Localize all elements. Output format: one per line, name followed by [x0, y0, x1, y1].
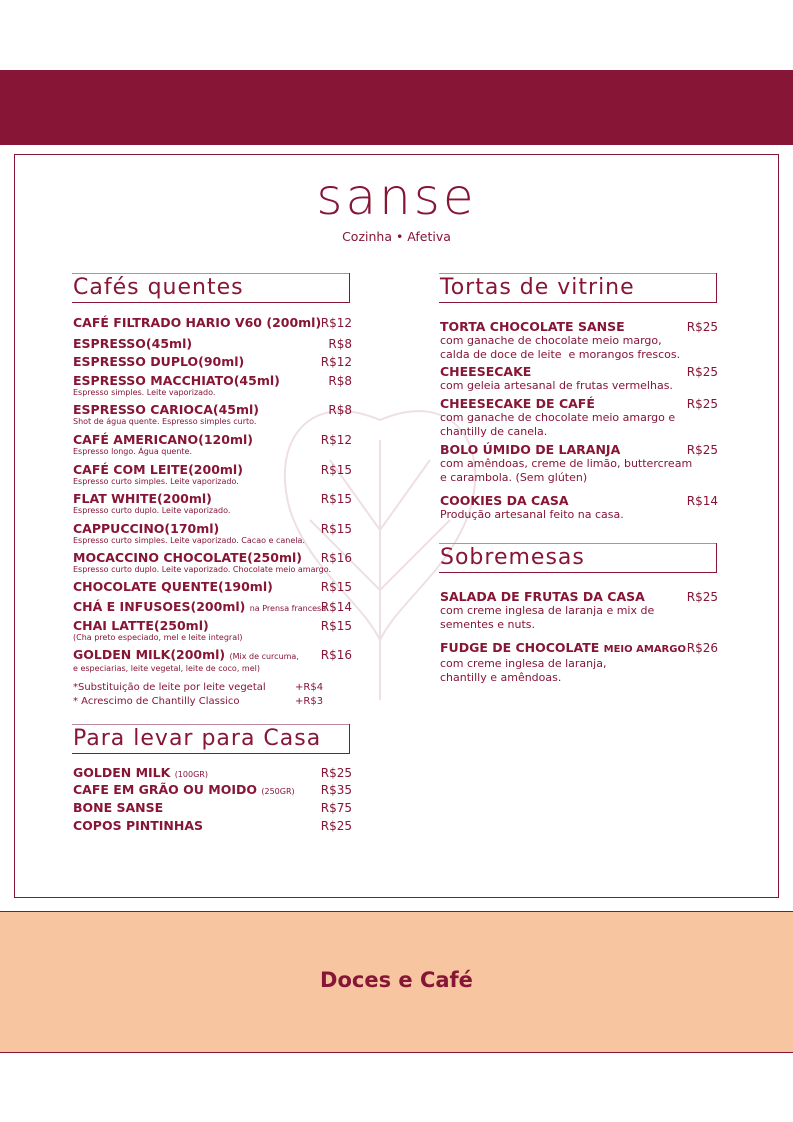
menu-item — [440, 397, 718, 439]
item-name — [73, 522, 352, 536]
item-name-text: FLAT WHITE(200ml) — [73, 491, 212, 506]
item-price: R$75 — [320, 801, 352, 815]
item-price: R$35 — [320, 783, 352, 797]
item-price: R$25 — [686, 443, 718, 457]
item-description: com ganache de chocolate meio margo, calda de doce de leite e morangos frescos. — [440, 334, 681, 361]
item-price: R$15 — [320, 580, 352, 594]
item-name-text: COOKIES DA CASA — [440, 493, 569, 508]
item-name-text: CAFÉ FILTRADO HARIO V60 (200ml) — [73, 315, 322, 330]
item-name-text: BOLO ÚMIDO DE LARANJA — [440, 442, 621, 457]
menu-item — [73, 463, 352, 487]
item-name — [73, 580, 352, 594]
item-description: Espresso simples. Leite vaporizado. — [73, 388, 216, 397]
brand-tagline: Cozinha • Afetiva — [342, 229, 451, 244]
item-name — [440, 443, 718, 457]
section-title-tortas: Tortas de vitrine — [439, 273, 717, 303]
menu-item — [440, 494, 718, 522]
item-name-text: CHOCOLATE QUENTE(190ml) — [73, 579, 273, 594]
item-price: R$15 — [320, 463, 352, 477]
item-name-text: GOLDEN MILK(200ml) — [73, 647, 226, 662]
item-name — [73, 374, 352, 388]
section-title-sobremesas: Sobremesas — [439, 543, 717, 573]
item-price: R$14 — [320, 600, 352, 614]
item-name-text: MOCACCINO CHOCOLATE(250ml) — [73, 550, 302, 565]
footer-title: Doces e Café — [320, 968, 473, 992]
item-name-text: CHÁ E INFUSOES(200ml) — [73, 599, 246, 614]
item-price: R$12 — [320, 433, 352, 447]
item-name — [73, 801, 352, 815]
menu-item — [440, 443, 718, 485]
item-description: Espresso longo. Água quente. — [73, 447, 193, 456]
item-name — [73, 355, 352, 369]
top-banner — [0, 70, 793, 145]
item-name-text: FUDGE DE CHOCOLATE — [440, 640, 600, 655]
item-name — [73, 766, 352, 782]
item-price: R$15 — [320, 522, 352, 536]
item-description: (Cha preto especiado, mel e leite integral) — [73, 633, 243, 642]
item-name-text: CHEESECAKE — [440, 364, 532, 379]
item-name-text: CAFÉ AMERICANO(120ml) — [73, 432, 253, 447]
menu-item — [73, 433, 352, 457]
item-name — [73, 551, 352, 565]
item-price: R$25 — [686, 590, 718, 604]
note-chantilly-price: +R$3 — [295, 696, 324, 707]
menu-item — [73, 648, 352, 674]
menu-item — [73, 580, 352, 594]
item-name-text: SALADA DE FRUTAS DA CASA — [440, 589, 645, 604]
item-price: R$12 — [320, 316, 352, 330]
item-description: e especiarias, leite vegetal, leite de coco, mel) — [73, 664, 260, 673]
note-leite — [73, 682, 266, 693]
item-price: R$16 — [320, 551, 352, 565]
item-name — [73, 648, 352, 664]
item-price: R$14 — [686, 494, 718, 508]
item-name — [73, 783, 352, 799]
menu-item — [73, 801, 352, 815]
item-name — [440, 397, 718, 411]
item-name — [440, 590, 718, 604]
item-name-text: ESPRESSO DUPLO(90ml) — [73, 354, 245, 369]
item-name — [73, 337, 352, 351]
item-suffix: (100GR) — [174, 770, 208, 779]
item-description: com ganache de chocolate meio amargo e chantilly de canela. — [440, 411, 676, 438]
item-name — [440, 320, 718, 334]
brand-logo: sanse — [316, 168, 477, 226]
item-description: Produção artesanal feito na casa. — [440, 508, 624, 521]
menu-item — [73, 819, 352, 833]
note-text: *Substituição de leite por leite vegetal — [73, 682, 266, 693]
note-chantilly — [73, 696, 239, 707]
item-name — [73, 492, 352, 506]
menu-item — [73, 316, 352, 330]
note-text: * Acrescimo de Chantilly Classico — [73, 696, 240, 707]
item-suffix: (250GR) — [261, 787, 295, 796]
item-name — [73, 403, 352, 417]
item-name-text: ESPRESSO MACCHIATO(45ml) — [73, 373, 280, 388]
item-name-text: ESPRESSO CARIOCA(45ml) — [73, 402, 260, 417]
item-name-text: GOLDEN MILK — [73, 765, 171, 780]
item-name-text: ESPRESSO(45ml) — [73, 336, 193, 351]
item-name — [73, 433, 352, 447]
item-price: R$25 — [320, 766, 352, 780]
menu-item — [440, 590, 718, 632]
item-description: com creme inglesa de laranja e mix de sementes e nuts. — [440, 604, 655, 631]
menu-item — [73, 551, 352, 575]
item-price: R$25 — [686, 397, 718, 411]
item-name-text: CAFÉ COM LEITE(200ml) — [73, 462, 243, 477]
menu-item — [73, 619, 352, 643]
section-title-cafes: Cafés quentes — [72, 273, 350, 303]
item-name — [73, 316, 352, 330]
menu-item — [73, 766, 352, 782]
item-price: R$25 — [686, 365, 718, 379]
item-price: R$8 — [328, 374, 352, 388]
menu-item — [73, 355, 352, 369]
item-price: R$8 — [328, 337, 352, 351]
item-price: R$8 — [328, 403, 352, 417]
item-name-text: BONE SANSE — [73, 800, 164, 815]
item-name-text: CAPPUCCINO(170ml) — [73, 521, 220, 536]
section-title-levar: Para levar para Casa — [72, 724, 350, 754]
item-description: com creme inglesa de laranja, chantilly e amêndoas. — [440, 657, 607, 684]
item-name — [73, 463, 352, 477]
item-name-text: CHEESECAKE DE CAFÉ — [440, 396, 595, 411]
item-name — [73, 819, 352, 833]
menu-item — [73, 403, 352, 427]
item-name — [440, 494, 718, 508]
menu-item — [73, 492, 352, 516]
item-name-text: CHAI LATTE(250ml) — [73, 618, 209, 633]
item-name — [73, 600, 352, 616]
item-description: Espresso curto duplo. Leite vaporizado. Chocolate meio amargo. — [73, 565, 331, 574]
item-suffix: MEIO AMARGO — [603, 644, 686, 655]
item-name — [440, 641, 718, 657]
item-suffix: na Prensa francesa — [249, 604, 327, 613]
item-description: com amêndoas, creme de limão, buttercream e carambola. (Sem glúten) — [440, 457, 693, 484]
menu-item — [73, 783, 352, 799]
item-price: R$25 — [686, 320, 718, 334]
item-price: R$16 — [320, 648, 352, 662]
item-description: Espresso curto simples. Leite vaporizado. — [73, 477, 239, 486]
item-suffix: (Mix de curcuma, — [229, 652, 299, 661]
item-price: R$15 — [320, 619, 352, 633]
item-price: R$12 — [320, 355, 352, 369]
menu-item — [73, 337, 352, 351]
item-description: Espresso curto simples. Leite vaporizado. Cacao e canela. — [73, 536, 305, 545]
menu-item — [73, 522, 352, 546]
item-name — [440, 365, 718, 379]
menu-item — [440, 320, 718, 362]
item-name-text: TORTA CHOCOLATE SANSE — [440, 319, 625, 334]
item-description: Espresso curto duplo. Leite vaporizado. — [73, 506, 231, 515]
item-name-text: CAFE EM GRÃO OU MOIDO — [73, 782, 257, 797]
menu-item — [73, 600, 352, 616]
menu-item — [440, 365, 718, 393]
item-name-text: COPOS PINTINHAS — [73, 818, 203, 833]
item-description: Shot de água quente. Espresso simples curto. — [73, 417, 257, 426]
item-price: R$15 — [320, 492, 352, 506]
item-price: R$26 — [686, 641, 718, 655]
note-leite-price: +R$4 — [295, 682, 324, 693]
item-price: R$25 — [320, 819, 352, 833]
item-description: com geleia artesanal de frutas vermelhas. — [440, 379, 673, 392]
item-name — [73, 619, 352, 633]
menu-item — [73, 374, 352, 398]
menu-item — [440, 641, 718, 685]
